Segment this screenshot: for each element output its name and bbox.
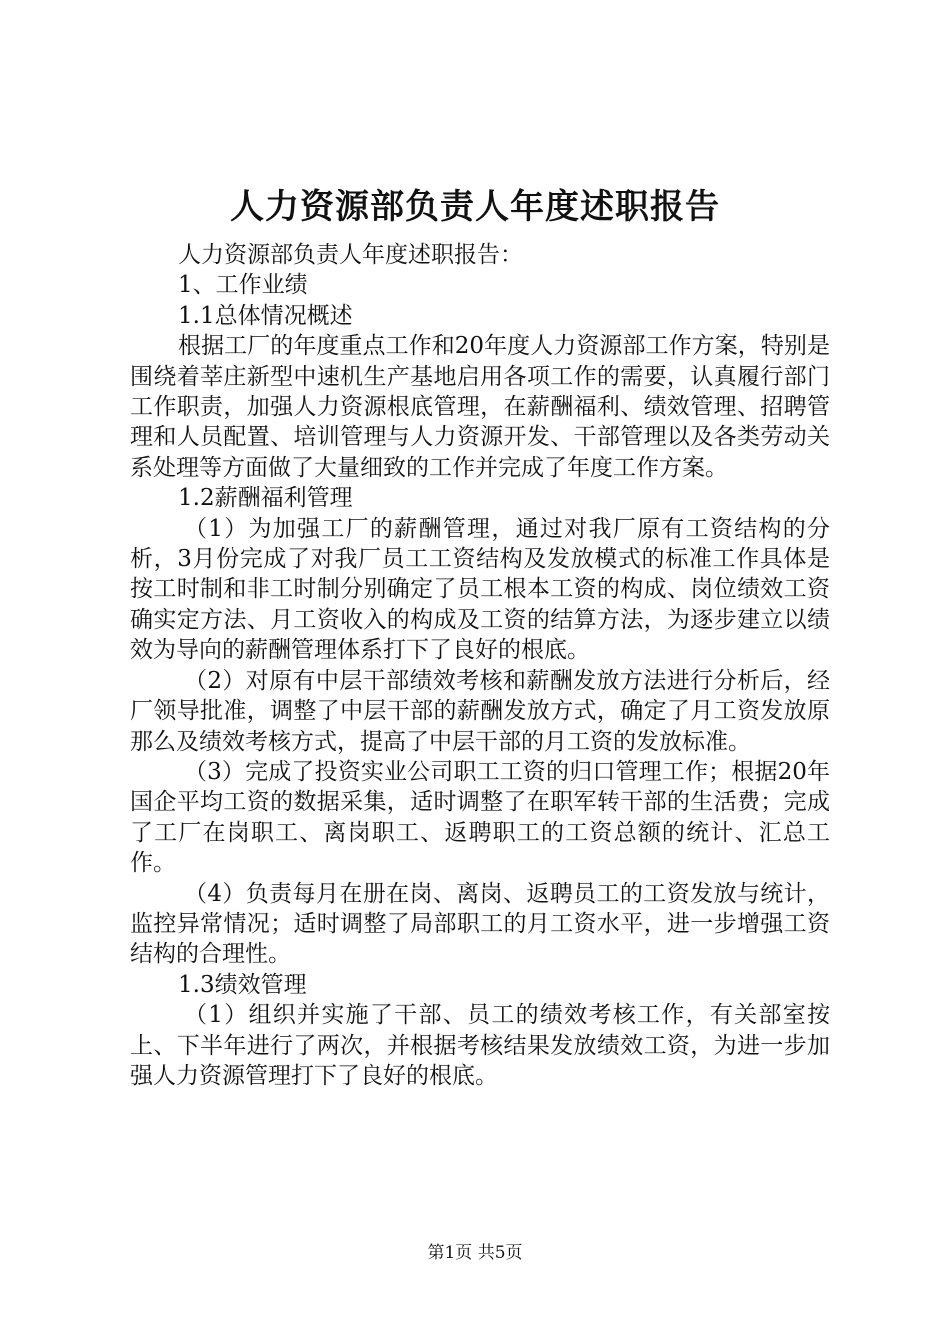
compensation-item-3: （3）完成了投资实业公司职工工资的归口管理工作；根据20年国企平均工资的数据采集，适时调整了在职军转干部的生活费；完成了工厂在岗职工、离岗职工、返聘职工的工资总额的统计、汇总工作。: [130, 758, 830, 877]
compensation-item-4: （4）负责每月在册在岗、离岗、返聘员工的工资发放与统计，监控异常情况；适时调整了局部职工的月工资水平，进一步增强工资结构的合理性。: [130, 880, 830, 968]
section-heading-compensation: 1.2薪酬福利管理: [178, 485, 353, 512]
performance-item-1: （1）组织并实施了干部、员工的绩效考核工作，有关部室按上、下半年进行了两次，并根据考核结果发放绩效工资，为进一步加强人力资源管理打下了良好的根底。: [130, 1002, 830, 1089]
compensation-item-1: （1）为加强工厂的薪酬管理，通过对我厂原有工资结构的分析，3月份完成了对我厂员工工资结构及发放模式的标准工作具体是按工时制和非工时制分别确定了员工根本工资的构成、岗位绩效工资确实定方法、月工资收入的构成及工资的结算方法，为逐步建立以绩效为导向的薪酬管理体系打下了良好的根底。: [130, 515, 830, 664]
compensation-item-2: （2）对原有中层干部绩效考核和薪酬发放方法进行分析后，经厂领导批准，调整了中层干部的薪酬发放方式，确定了月工资发放原那么及绩效考核方式，提高了中层干部的月工资的发放标准。: [130, 667, 830, 755]
document-title: 人力资源部负责人年度述职报告: [230, 187, 720, 227]
page-footer: 第1页 共5页: [427, 1243, 523, 1263]
section-heading-work-results: 1、工作业绩: [178, 272, 308, 299]
overview-paragraph: 根据工厂的年度重点工作和20年度人力资源部工作方案，特别是围绕着莘庄新型中速机生产基地启用各项工作的需要，认真履行部门工作职责，加强人力资源根底管理，在薪酬福利、绩效管理、招聘管理和人员配置、培训管理与人力资源开发、干部管理以及各类劳动关系处理等方面做了大量细致的工作并完成了年度工作方案。: [130, 333, 830, 481]
section-heading-performance: 1.3绩效管理: [178, 971, 307, 998]
intro-paragraph: 人力资源部负责人年度述职报告：: [178, 242, 523, 268]
section-heading-overview: 1.1总体情况概述: [178, 302, 353, 329]
document-body: [130, 240, 830, 1091]
